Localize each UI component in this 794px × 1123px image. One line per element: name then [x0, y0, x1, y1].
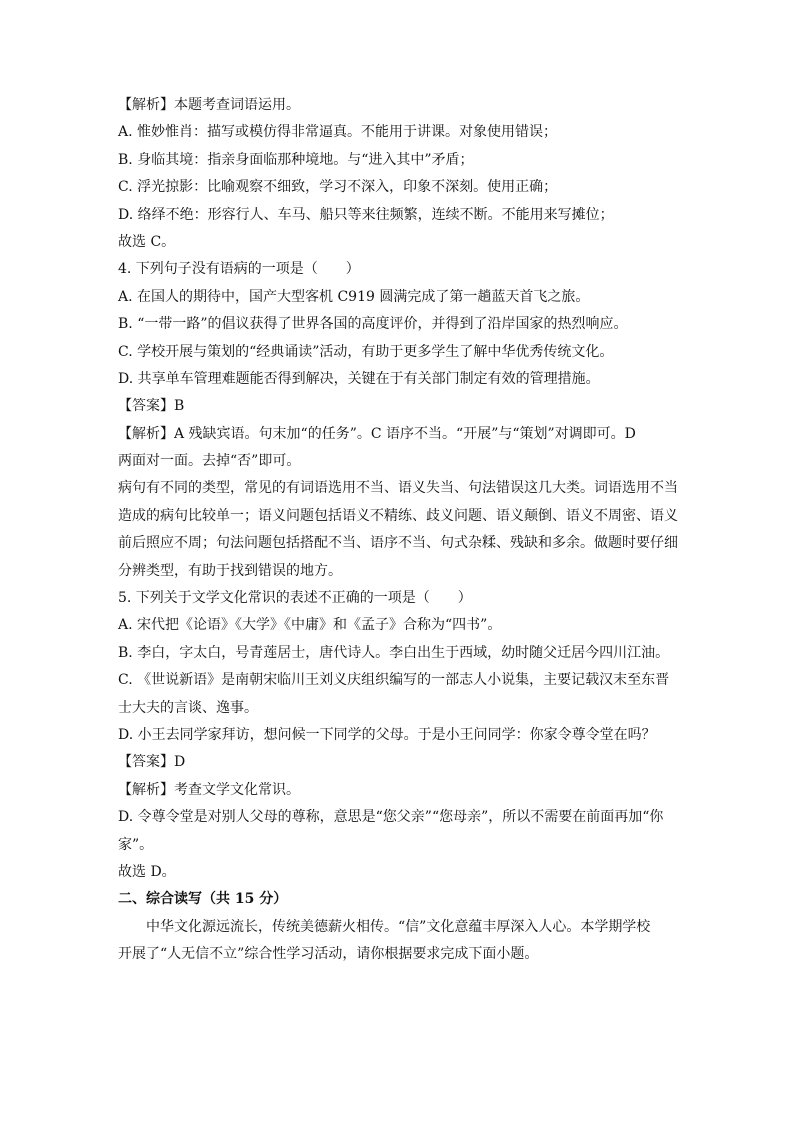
q4-analysis-line-1: 【解析】A 残缺宾语。句末加“的任务”。C 语序不当。“开展”与“策划”对调即可。D: [118, 425, 636, 442]
q5-option-d: D. 小王去同学家拜访，想问候一下同学的父母。于是小王问同学：你家令尊令堂在吗？: [118, 726, 656, 743]
q5-answer: 【答案】D: [118, 754, 186, 771]
q4-option-d: D. 共享单车管理难题能否得到解决，关键在于有关部门制定有效的管理措施。: [118, 370, 600, 387]
analysis-line: 【解析】本题考查词语运用。: [118, 97, 300, 113]
option-d-line: D. 络绎不绝：形容行人、车马、船只等来往频繁，连续不断。不能用来写摊位；: [118, 206, 614, 223]
section-heading: 二、综合读写（共 15 分）: [118, 891, 288, 908]
question-4-stem: 4. 下列句子没有语病的一项是（ ）: [118, 261, 360, 278]
q5-option-c-line-1: C. 《世说新语》是南朝宋临川王刘义庆组织编写的一部志人小说集，主要记载汉末至东晋: [118, 672, 670, 689]
option-a-line: A. 惟妙惟肖：描写或模仿得非常逼真。不能用于讲课。对象使用错误；: [118, 124, 558, 141]
q5-option-a: A. 宋代把《论语》《大学》《中庸》和《孟子》合称为“四书”。: [118, 617, 502, 634]
conclusion-line: 故选 C。: [118, 233, 176, 250]
question-5-stem: 5. 下列关于文学文化常识的表述不正确的一项是（ ）: [118, 590, 472, 607]
q5-analysis-line-2: D. 令尊令堂是对别人父母的尊称，意思是“您父亲”“您母亲”，所以不需要在前面再加“你: [118, 809, 664, 826]
option-b-line: B. 身临其境：指亲身面临那种境地。与“进入其中”矛盾；: [118, 151, 474, 168]
q4-answer: 【答案】B: [118, 398, 185, 415]
q4-analysis-line-3: 病句有不同的类型，常见的有词语选用不当、语义失当、句法错误这几大类。词语选用不当: [118, 480, 678, 497]
section-intro-line-2: 开展了“人无信不立”综合性学习活动，请你根据要求完成下面小题。: [118, 946, 539, 963]
q4-option-b: B. “一带一路”的倡议获得了世界各国的高度评价，并得到了沿岸国家的热烈响应。: [118, 316, 628, 333]
q4-analysis-line-4: 造成的病句比较单一；语义问题包括语义不精练、歧义问题、语义颠倒、语义不周密、语义: [118, 507, 678, 524]
q4-option-c: C. 学校开展与策划的“经典诵读”活动，有助于更多学生了解中华优秀传统文化。: [118, 343, 614, 360]
option-c-line: C. 浮光掠影：比喻观察不细致，学习不深入，印象不深刻。使用正确；: [118, 179, 558, 196]
q5-option-b: B. 李白，字太白，号青莲居士，唐代诗人。李白出生于西域，幼时随父迁居今四川江油。: [118, 644, 670, 661]
section-intro-line-1: 中华文化源远流长，传统美德薪火相传。“信”文化意蕴丰厚深入人心。本学期学校: [146, 918, 651, 935]
q4-analysis-line-6: 分辨类型，有助于找到错误的地方。: [118, 562, 342, 579]
q4-analysis-line-2: 两面对一面。去掉“否”即可。: [118, 453, 301, 470]
q5-analysis-line-3: 家”。: [118, 836, 154, 853]
q5-conclusion: 故选 D。: [118, 863, 176, 880]
document-body: [118, 92, 684, 969]
q4-analysis-line-5: 前后照应不周；句法问题包括搭配不当、语序不当、句式杂糅、残缺和多余。做题时要仔细: [118, 535, 678, 552]
q4-option-a: A. 在国人的期待中，国产大型客机 C919 圆满完成了第一趟蓝天首飞之旅。: [118, 288, 590, 305]
q5-analysis-line-1: 【解析】考查文学文化常识。: [118, 781, 300, 798]
q5-option-c-line-2: 士大夫的言谈、逸事。: [118, 699, 258, 716]
